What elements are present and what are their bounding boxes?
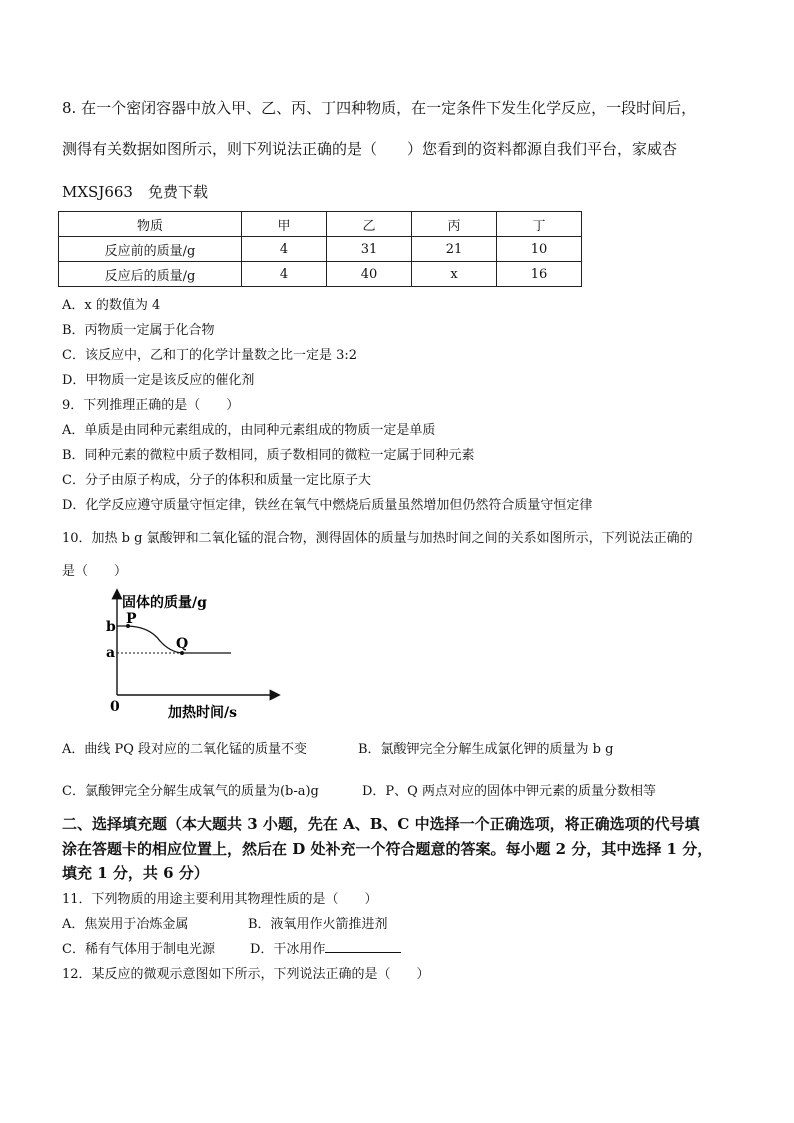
q10-option-d: D．P、Q 两点对应的固体中钾元素的质量分数相等 [362,784,656,799]
table-cell: 4 [242,262,327,287]
q8-stem-line3: MXSJ663 免费下载 [62,183,208,201]
table-row [59,237,582,262]
q8-stem-line1: 8. 在一个密闭容器中放入甲、乙、丙、丁四种物质，在一定条件下发生化学反应，一段时间后， [62,99,697,117]
table-header-cell: 丁 [497,212,582,237]
q10-option-b: B．氯酸钾完全分解生成氯化钾的质量为 b g [358,742,614,757]
table-cell: 40 [327,262,412,287]
q8-option-c: C．该反应中，乙和丁的化学计量数之比一定是 3:2 [62,348,358,363]
q11-option-a: A．焦炭用于冶炼金属 [62,917,189,932]
table-cell: 31 [327,237,412,262]
q11-option-b: B．液氧用作火箭推进剂 [248,917,388,932]
q9-option-c: C．分子由原子构成，分子的体积和质量一定比原子大 [62,473,371,488]
y-axis-label: 固体的质量/g [122,595,207,611]
table-header-row [59,212,582,237]
p-label: P [126,611,137,627]
table-header-cell: 甲 [242,212,327,237]
q12-stem: 12．某反应的微观示意图如下所示，下列说法正确的是（ ） [62,967,430,982]
q10-stem-line2: 是（ ） [62,564,128,579]
q9-option-d: D．化学反应遵守质量守恒定律，铁丝在氧气中燃烧后质量虽然增加但仍然符合质量守恒定律 [62,498,593,513]
q9-option-b: B．同种元素的微粒中质子数相同，质子数相同的微粒一定属于同种元素 [62,448,475,463]
section2-heading-line3: 填充 1 分，共 6 分） [62,864,209,882]
table-cell: 4 [242,237,327,262]
q11-answer-blank[interactable] [325,938,401,953]
table-cell: 21 [412,237,497,262]
table-header-cell: 乙 [327,212,412,237]
q10-option-c: C．氯酸钾完全分解生成氧气的质量为(b-a)g [62,784,319,799]
section2-heading-line2: 涂在答题卡的相应位置上，然后在 D 处补充一个符合题意的答案。每小题 2 分，其中选择 1 分， [62,840,713,858]
q8-option-d: D．甲物质一定是该反应的催化剂 [62,373,255,388]
table-header-cell: 物质 [59,212,242,237]
q11-option-c: C．稀有气体用于制电光源 [62,942,215,957]
q10-option-a: A．曲线 PQ 段对应的二氧化锰的质量不变 [62,742,308,757]
origin-label: 0 [110,699,120,715]
q8-data-table [58,211,582,287]
section2-heading-line1: 二、选择填充题（本大题共 3 小题，先在 A、B、C 中选择一个正确选项，将正确选项的代号填 [62,815,700,833]
q11-option-d-text: D．干冰用作 [250,942,326,957]
table-cell: 10 [497,237,582,262]
q8-stem-line2: 测得有关数据如图所示，则下列说法正确的是（ ）您看到的资料都源自我们平台，家威杏 [62,140,678,158]
q11-stem: 11．下列物质的用途主要利用其物理性质的是（ ） [62,892,378,907]
q11-option-d [250,938,401,957]
table-row [59,262,582,287]
q9-option-a: A．单质是由同种元素组成的，由同种元素组成的物质一定是单质 [62,423,436,438]
q10-mass-time-graph [100,585,290,725]
a-label: a [106,645,116,661]
table-cell: 反应后的质量/g [59,262,242,287]
q8-option-b: B．丙物质一定属于化合物 [62,323,215,338]
pq-curve [128,626,182,653]
table-header-cell: 丙 [412,212,497,237]
q9-stem: 9．下列推理正确的是（ ） [62,398,240,413]
q10-stem-line1: 10．加热 b g 氯酸钾和二氧化锰的混合物，测得固体的质量与加热时间之间的关系如图所示，下列说法正确的 [62,531,693,546]
b-label: b [106,619,116,635]
table-cell: 16 [497,262,582,287]
q8-option-a: A．x 的数值为 4 [62,298,161,313]
table-cell: x [412,262,497,287]
q-label: Q [176,636,189,652]
x-axis-label: 加热时间/s [168,705,237,721]
table-cell: 反应前的质量/g [59,237,242,262]
